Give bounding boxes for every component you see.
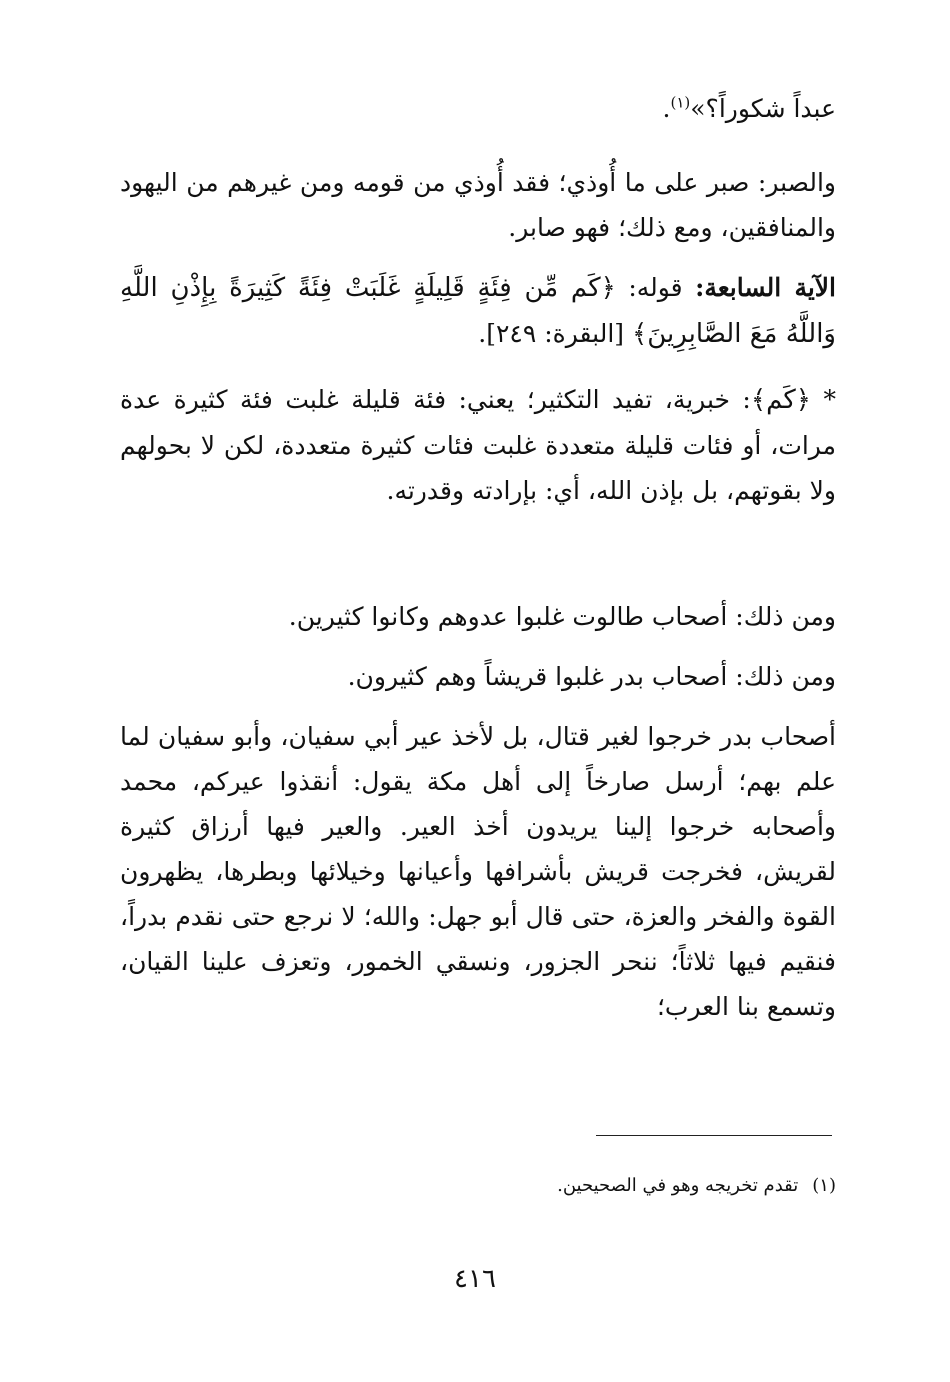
verse-intro: قوله: bbox=[615, 273, 696, 302]
page-number: ٤١٦ bbox=[454, 1264, 496, 1294]
verse-label: الآية السابعة: bbox=[695, 273, 837, 302]
footnote-text: تقدم تخريجه وهو في الصحيحين. bbox=[557, 1175, 799, 1196]
footnote bbox=[300, 1172, 836, 1200]
continuation-text: عبداً شكوراً؟» bbox=[690, 94, 836, 123]
bullet-star: * bbox=[811, 385, 836, 414]
paragraph-talut: ومن ذلك: أصحاب طالوت غلبوا عدوهم وكانوا كثيرين. bbox=[288, 602, 836, 631]
paragraph-badr-short: ومن ذلك: أصحاب بدر غلبوا قريشاً وهم كثيرون. bbox=[347, 662, 836, 691]
explanation-text: : خبرية، تفيد التكثير؛ يعني: فئة قليلة غلبت فئة كثيرة عدة مرات، أو فئات قليلة متعددة غلبت فئات كثيرة متعددة، لكن لا بحولهم ولا بقوتهم، بل بإذن الله، أي: بإرادته وقدرته. bbox=[120, 385, 836, 505]
paragraph-patience: والصبر: صبر على ما أُوذي؛ فقد أُوذي من قومه ومن غيرهم من اليهود والمنافقين، ومع ذلك؛ فهو صابر. bbox=[120, 168, 836, 242]
paragraph-continuation bbox=[120, 86, 836, 131]
footnote-divider bbox=[596, 1135, 832, 1136]
quran-term: ﴿كَم﴾ bbox=[750, 385, 812, 415]
verse-reference: [البقرة: ٢٤٩]. bbox=[478, 319, 632, 348]
quran-verse: ﴿كَم مِّن فِئَةٍ قَلِيلَةٍ غَلَبَتْ فِئَةً كَثِيرَةً بِإِذْنِ اللَّهِ وَاللَّهُ مَعَ الصَّابِرِينَ﴾ bbox=[120, 273, 836, 349]
footnote-reference: (١) bbox=[670, 93, 691, 112]
sentence-end: . bbox=[662, 94, 671, 123]
paragraph-seventh-verse bbox=[120, 265, 836, 357]
footnote-number: (١) bbox=[812, 1175, 836, 1196]
paragraph-badr-story: أصحاب بدر خرجوا لغير قتال، بل لأخذ عير أبي سفيان، وأبو سفيان لما علم بهم؛ أرسل صارخاً إلى أهل مكة يقول: أنقذوا عيركم، محمد وأصحابه خرجوا إلينا يريدون أخذ العير. والعير فيها أرزاق كثيرة لقريش، فخرجت قريش بأشرافها وأعيانها وخيلائها وبطرها، يظهرون القوة والفخر والعزة، حتى قال أبو جهل: والله؛ لا نرجع حتى نقدم بدراً، فنقيم فيها ثلاثاً؛ ننحر الجزور، ونسقي الخمور، وتعزف علينا القيان، وتسمع بنا العرب؛ bbox=[120, 722, 836, 1021]
paragraph-kam-explanation bbox=[120, 377, 836, 513]
